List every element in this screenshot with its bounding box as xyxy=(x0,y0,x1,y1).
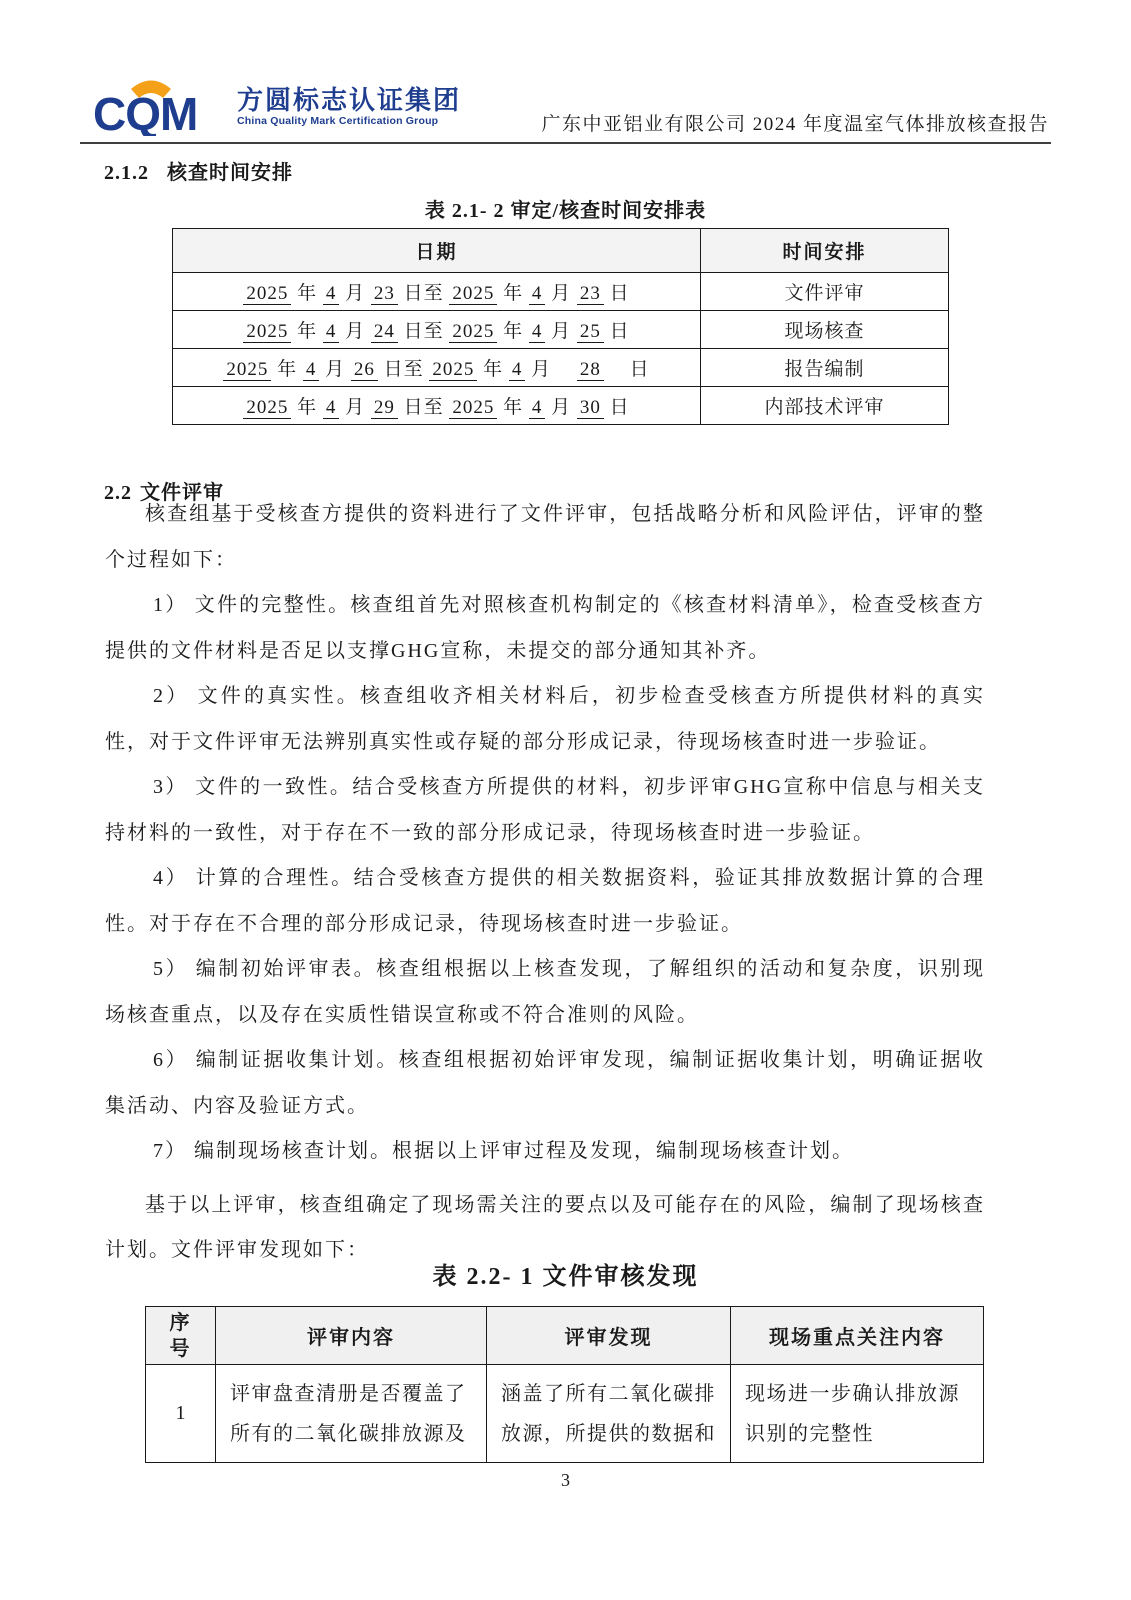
table-row xyxy=(146,1365,984,1463)
document-review-text xyxy=(105,492,985,1274)
findings-finding-cell: 涵盖了所有二氧化碳排放源，所提供的数据和 xyxy=(487,1365,731,1463)
findings-header-no xyxy=(146,1307,216,1365)
paragraph-item-5: 5） 编制初始评审表。核查组根据以上核查发现，了解组织的活动和复杂度，识别现场核查重点，以及存在实质性错误宣称或不符合准则的风险。 xyxy=(105,958,985,1026)
paragraph-item-2: 2） 文件的真实性。核查组收齐相关材料后，初步检查受核查方所提供材料的真实性，对于文件评审无法辨别真实性或存疑的部分形成记录，待现场核查时进一步验证。 xyxy=(105,685,985,753)
cqm-logotype xyxy=(93,72,225,136)
findings-focus-cell: 现场进一步确认排放源识别的完整性 xyxy=(731,1365,984,1463)
schedule-date-cell: 2025 年 4 月 26 日至 2025 年 4 月 28 日 xyxy=(173,349,701,387)
findings-no-cell: 1 xyxy=(146,1365,216,1463)
paragraph-item-7: 7） 编制现场核查计划。根据以上评审过程及发现，编制现场核查计划。 xyxy=(153,1140,854,1162)
schedule-activity-cell: 报告编制 xyxy=(701,349,949,387)
schedule-activity-cell: 内部技术评审 xyxy=(701,387,949,425)
table1-caption: 表 2.1- 2 审定/核查时间安排表 xyxy=(424,200,707,222)
findings-header-content: 评审内容 xyxy=(216,1307,487,1365)
schedule-activity-cell: 文件评审 xyxy=(701,273,949,311)
schedule-date-cell: 2025 年 4 月 24 日至 2025 年 4 月 25 日 xyxy=(173,311,701,349)
logo-name-cn: 方圆标志认证集团 xyxy=(237,85,462,115)
findings-table-header-row xyxy=(146,1307,984,1365)
section-heading-2-1-2 xyxy=(104,156,293,185)
page-number: 3 xyxy=(561,1470,570,1490)
findings-header-focus: 现场重点关注内容 xyxy=(731,1307,984,1365)
document-header-title: 广东中亚铝业有限公司 2024 年度温室气体排放核查报告 xyxy=(541,114,1049,135)
section-number: 2.1.2 xyxy=(104,162,149,184)
paragraph-closing: 基于以上评审，核查组确定了现场需关注的要点以及可能存在的风险，编制了现场核查计划。文件评审发现如下： xyxy=(105,1193,985,1261)
schedule-header-date: 日期 xyxy=(173,229,701,273)
cqm-logo xyxy=(93,72,461,136)
paragraph-intro: 核查组基于受核查方提供的资料进行了文件评审，包括战略分析和风险评估，评审的整个过程如下： xyxy=(105,503,985,571)
header-divider xyxy=(80,142,1051,144)
paragraph-item-3: 3） 文件的一致性。结合受核查方所提供的材料，初步评审GHG宣称中信息与相关支持材料的一致性，对于存在不一致的部分形成记录，待现场核查时进一步验证。 xyxy=(105,776,985,844)
paragraph-item-4: 4） 计算的合理性。结合受核查方提供的相关数据资料，验证其排放数据计算的合理性。对于存在不合理的部分形成记录，待现场核查时进一步验证。 xyxy=(105,867,985,935)
logo-acronym: CQM xyxy=(93,88,198,136)
paragraph-item-6: 6） 编制证据收集计划。核查组根据初始评审发现，编制证据收集计划，明确证据收集活动、内容及验证方式。 xyxy=(105,1049,985,1117)
section-title: 文件评审 xyxy=(140,482,224,504)
findings-table xyxy=(145,1306,984,1463)
findings-header-no-label: 序号 xyxy=(169,1311,192,1360)
cqm-logo-mark xyxy=(93,72,225,136)
schedule-date-cell: 2025 年 4 月 29 日至 2025 年 4 月 30 日 xyxy=(173,387,701,425)
findings-content-cell: 评审盘查清册是否覆盖了所有的二氧化碳排放源及 xyxy=(216,1365,487,1463)
table-row xyxy=(173,387,949,425)
schedule-activity-cell: 现场核查 xyxy=(701,311,949,349)
findings-header-finding: 评审发现 xyxy=(487,1307,731,1365)
schedule-date-cell: 2025 年 4 月 23 日至 2025 年 4 月 23 日 xyxy=(173,273,701,311)
schedule-header-activity: 时间安排 xyxy=(701,229,949,273)
schedule-table xyxy=(172,228,949,425)
table-row xyxy=(173,311,949,349)
paragraph-item-1: 1） 文件的完整性。核查组首先对照核查机构制定的《核查材料清单》，检查受核查方提供的文件材料是否足以支撑GHG宣称，未提交的部分通知其补齐。 xyxy=(105,594,985,662)
logo-text-block xyxy=(237,81,461,127)
section-title: 核查时间安排 xyxy=(167,162,293,184)
table-row xyxy=(173,349,949,387)
schedule-table-header-row xyxy=(173,229,949,273)
section-number: 2.2 xyxy=(104,482,132,504)
logo-name-en: China Quality Mark Certification Group xyxy=(237,115,439,127)
table2-caption: 表 2.2- 1 文件审核发现 xyxy=(432,1264,699,1290)
table-row xyxy=(173,273,949,311)
